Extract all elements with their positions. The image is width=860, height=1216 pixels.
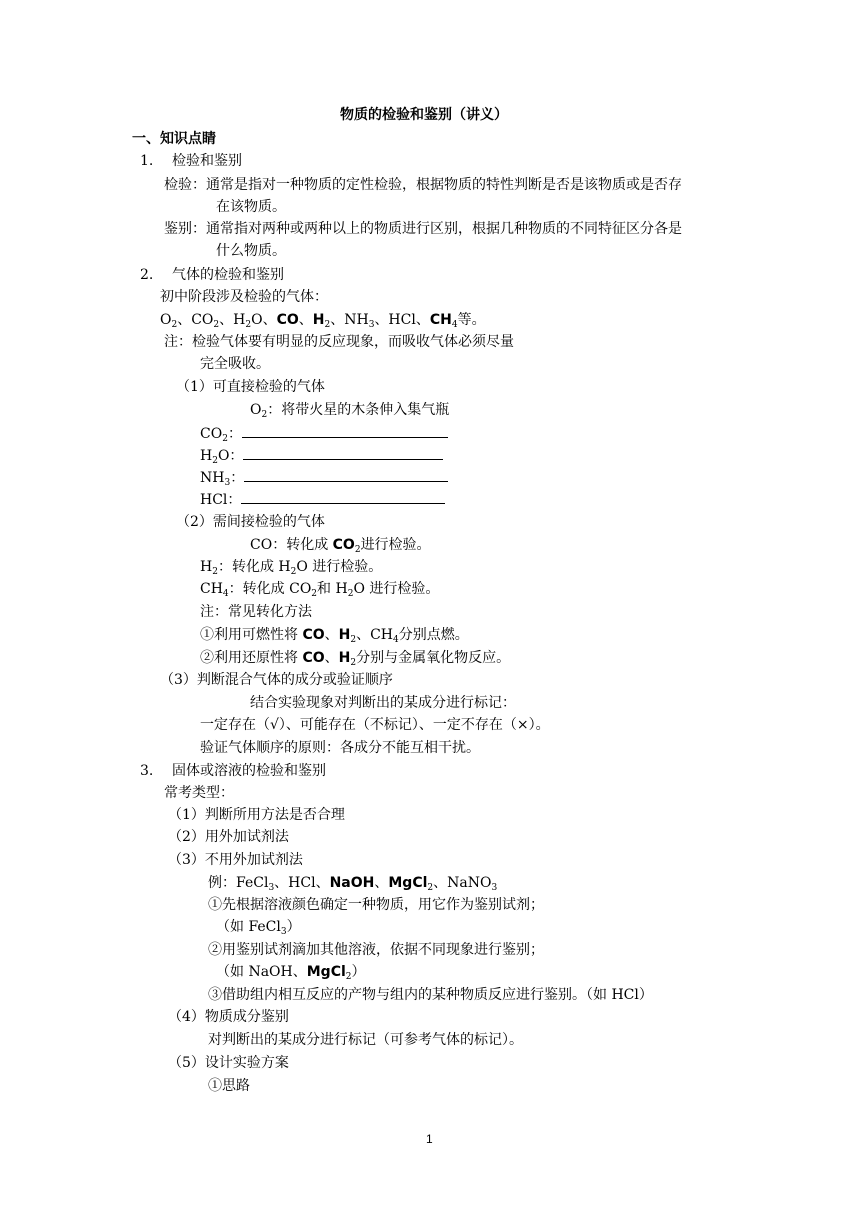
paragraph-line: $H_2$：转化成 $H_2O$ 进行检验。 xyxy=(200,559,383,577)
gas-list: $O_2$、$CO_2$、$H_2O$、CO、$H_2$、$NH_3$、HCl、$CH_4$等。 xyxy=(160,312,486,330)
paragraph-line: ①先根据溶液颜色确定一种物质，用它作为鉴别试剂； xyxy=(208,897,544,913)
paragraph-line: 结合实验现象对判断出的某成分进行标记： xyxy=(250,695,516,711)
subsection-heading: （3）不用外加试剂法 xyxy=(168,852,303,868)
paragraph-line: ①思路 xyxy=(208,1078,250,1094)
subsection-heading: （2）需间接检验的气体 xyxy=(176,514,325,530)
item-heading: 气体的检验和鉴别 xyxy=(172,267,284,283)
subsection-heading: （5）设计实验方案 xyxy=(168,1055,289,1071)
subsection-heading: （3）判断混合气体的成分或验证顺序 xyxy=(160,672,393,688)
paragraph-line: 对判断出的某成分进行标记（可参考气体的标记）。 xyxy=(208,1032,523,1048)
answer-blank[interactable] xyxy=(244,468,448,482)
paragraph-line: 验证气体顺序的原则：各成分不能互相干扰。 xyxy=(200,740,480,756)
paragraph-line: （如 NaOH、MgCl$_2$） xyxy=(216,964,366,982)
paragraph-line: 检验：通常是指对一种物质的定性检验，根据物质的特性判断是否是该物质或是否存 xyxy=(164,177,682,193)
paragraph-line: ①利用可燃性将 CO、$H_2$、$CH_4$分别点燃。 xyxy=(200,627,469,645)
paragraph-line: 完全吸收。 xyxy=(200,356,270,372)
page-title: 物质的检验和鉴别（讲义） xyxy=(340,107,508,123)
paragraph-line: $O_2$：将带火星的木条伸入集气瓶 xyxy=(250,402,450,420)
item-number: 3. xyxy=(140,763,154,779)
fill-blank-line: HCl： xyxy=(200,490,445,510)
paragraph-line: 在该物质。 xyxy=(216,199,286,215)
answer-blank[interactable] xyxy=(242,424,448,438)
paragraph-line: 注：检验气体要有明显的反应现象，而吸收气体必须尽量 xyxy=(164,334,514,350)
paragraph-line: 例：FeCl$_3$、HCl、NaOH、MgCl$_2$、NaNO$_3$ xyxy=(208,875,498,893)
paragraph-line: 常考类型： xyxy=(164,785,234,801)
paragraph-line: （如 FeCl$_3$） xyxy=(216,919,301,937)
item-heading: 固体或溶液的检验和鉴别 xyxy=(172,763,326,779)
paragraph-line: ②利用还原性将 CO、$H_2$分别与金属氧化物反应。 xyxy=(200,650,511,668)
subsection-heading: （4）物质成分鉴别 xyxy=(168,1009,289,1025)
paragraph-line: 鉴别：通常指对两种或两种以上的物质进行区别，根据几种物质的不同特征区分各是 xyxy=(164,221,682,237)
paragraph-line: CO：转化成 $CO_2$进行检验。 xyxy=(250,537,431,555)
item-heading: 检验和鉴别 xyxy=(172,153,242,169)
page-number: 1 xyxy=(426,1132,433,1146)
answer-blank[interactable] xyxy=(243,446,443,460)
item-number: 1. xyxy=(140,153,154,169)
paragraph-line: $CH_4$：转化成 $CO_2$和 $H_2O$ 进行检验。 xyxy=(200,581,440,599)
section-heading: 一、知识点睛 xyxy=(132,131,216,147)
paragraph-line: 初中阶段涉及检验的气体： xyxy=(160,289,328,305)
fill-blank-line: $H_2O$： xyxy=(200,446,443,466)
subsection-heading: （1）可直接检验的气体 xyxy=(176,379,325,395)
subsection-heading: （1）判断所用方法是否合理 xyxy=(168,807,345,823)
answer-blank[interactable] xyxy=(241,490,445,504)
item-number: 2. xyxy=(140,267,154,283)
paragraph-line: ②用鉴别试剂滴加其他溶液，依据不同现象进行鉴别； xyxy=(208,942,544,958)
subsection-heading: （2）用外加试剂法 xyxy=(168,829,289,845)
paragraph-line: 注：常见转化方法 xyxy=(200,604,312,620)
paragraph-line: ③借助组内相互反应的产物与组内的某种物质反应进行鉴别。（如 HCl） xyxy=(208,987,653,1003)
fill-blank-line: $CO_2$： xyxy=(200,424,448,444)
paragraph-line: 什么物质。 xyxy=(216,243,286,259)
fill-blank-line: $NH_3$： xyxy=(200,468,448,488)
paragraph-line: 一定存在（√）、可能存在（不标记）、一定不存在（×）。 xyxy=(200,717,550,733)
